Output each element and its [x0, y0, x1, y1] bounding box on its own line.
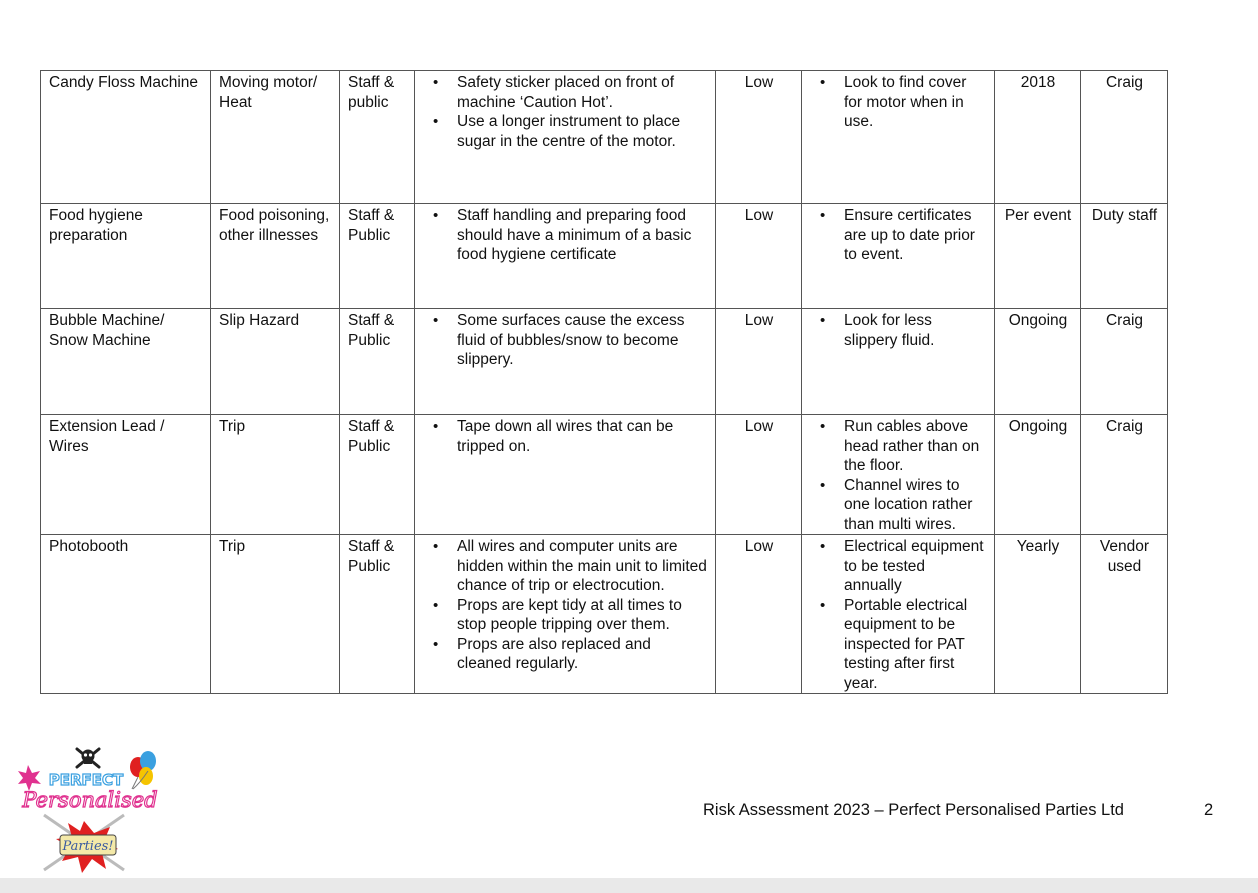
controls-cell: [415, 71, 716, 204]
at-risk-cell: Staff & Public: [340, 309, 415, 415]
hazard-cell: Moving motor/ Heat: [211, 71, 340, 204]
actions-list: [810, 537, 987, 693]
list-item: • Tape down all wires that can be tripped on.: [457, 417, 708, 456]
activity-cell: Extension Lead / Wires: [41, 415, 211, 535]
actions-list: [810, 311, 987, 350]
responsible-cell: Vendor used: [1081, 535, 1168, 694]
list-item: • Channel wires to one location rather than multi wires.: [844, 476, 987, 535]
balloon-icon: [130, 751, 156, 789]
logo-wordmark: [21, 771, 157, 812]
logo-text-middle: Personalised: [22, 788, 158, 812]
logo-badge: [44, 815, 124, 873]
date-cell: 2018: [995, 71, 1081, 204]
page-bottom-edge: [0, 878, 1258, 893]
actions-cell: [802, 415, 995, 535]
activity-cell: Food hygiene preparation: [41, 204, 211, 309]
risk-level-cell: Low: [716, 535, 802, 694]
list-item: • Look to find cover for motor when in use.: [844, 73, 987, 132]
controls-cell: [415, 415, 716, 535]
list-item: • Some surfaces cause the excess fluid of bubbles/snow to become slippery.: [457, 311, 708, 370]
activity-cell: Photobooth: [41, 535, 211, 694]
logo-text-bottom: Parties!: [62, 839, 114, 854]
date-cell: Yearly: [995, 535, 1081, 694]
controls-list: [423, 73, 708, 151]
logo-text-top: PERFECT: [48, 771, 124, 789]
at-risk-cell: Staff & public: [340, 71, 415, 204]
list-item: • Staff handling and preparing food should have a minimum of a basic food hygiene certificate: [457, 206, 708, 265]
list-item: • Props are kept tidy at all times to stop people tripping over them.: [457, 596, 708, 635]
controls-cell: [415, 204, 716, 309]
controls-list: [423, 206, 708, 265]
controls-list: [423, 417, 708, 456]
table-row: [41, 535, 1168, 694]
date-cell: Per event: [995, 204, 1081, 309]
activity-cell: Bubble Machine/ Snow Machine: [41, 309, 211, 415]
responsible-cell: Craig: [1081, 415, 1168, 535]
list-item: • Props are also replaced and cleaned regularly.: [457, 635, 708, 674]
actions-cell: [802, 71, 995, 204]
at-risk-cell: Staff & Public: [340, 415, 415, 535]
hazard-cell: Trip: [211, 535, 340, 694]
actions-cell: [802, 535, 995, 694]
responsible-cell: Duty staff: [1081, 204, 1168, 309]
actions-cell: [802, 309, 995, 415]
responsible-cell: Craig: [1081, 71, 1168, 204]
list-item: • Safety sticker placed on front of machine ‘Caution Hot’.: [457, 73, 708, 112]
skull-icon: [77, 749, 99, 767]
table-row: [41, 309, 1168, 415]
risk-level-cell: Low: [716, 71, 802, 204]
list-item: • Use a longer instrument to place sugar in the centre of the motor.: [457, 112, 708, 151]
table-row: [41, 204, 1168, 309]
list-item: • Portable electrical equipment to be inspected for PAT testing after first year.: [844, 596, 987, 694]
hazard-cell: Trip: [211, 415, 340, 535]
footer-title: Risk Assessment 2023 – Perfect Personalised Parties Ltd: [703, 801, 1124, 819]
controls-list: [423, 311, 708, 370]
controls-list: [423, 537, 708, 674]
list-item: • Run cables above head rather than on the floor.: [844, 417, 987, 476]
at-risk-cell: Staff & Public: [340, 204, 415, 309]
responsible-cell: Craig: [1081, 309, 1168, 415]
controls-cell: [415, 535, 716, 694]
controls-cell: [415, 309, 716, 415]
risk-level-cell: Low: [716, 415, 802, 535]
risk-assessment-table: [40, 70, 1168, 694]
table-row: [41, 71, 1168, 204]
list-item: • Ensure certificates are up to date prior to event.: [844, 206, 987, 265]
list-item: • Look for less slippery fluid.: [844, 311, 987, 350]
risk-level-cell: Low: [716, 309, 802, 415]
actions-list: [810, 417, 987, 534]
list-item: • All wires and computer units are hidden within the main unit to limited chance of trip or electrocution.: [457, 537, 708, 596]
date-cell: Ongoing: [995, 415, 1081, 535]
hazard-cell: Slip Hazard: [211, 309, 340, 415]
page-number: 2: [1204, 801, 1214, 819]
at-risk-cell: Staff & Public: [340, 535, 415, 694]
company-logo: [14, 745, 164, 880]
actions-list: [810, 206, 987, 265]
list-item: • Electrical equipment to be tested annually: [844, 537, 987, 596]
date-cell: Ongoing: [995, 309, 1081, 415]
actions-list: [810, 73, 987, 132]
table-row: [41, 415, 1168, 535]
hazard-cell: Food poisoning, other illnesses: [211, 204, 340, 309]
actions-cell: [802, 204, 995, 309]
activity-cell: Candy Floss Machine: [41, 71, 211, 204]
risk-level-cell: Low: [716, 204, 802, 309]
